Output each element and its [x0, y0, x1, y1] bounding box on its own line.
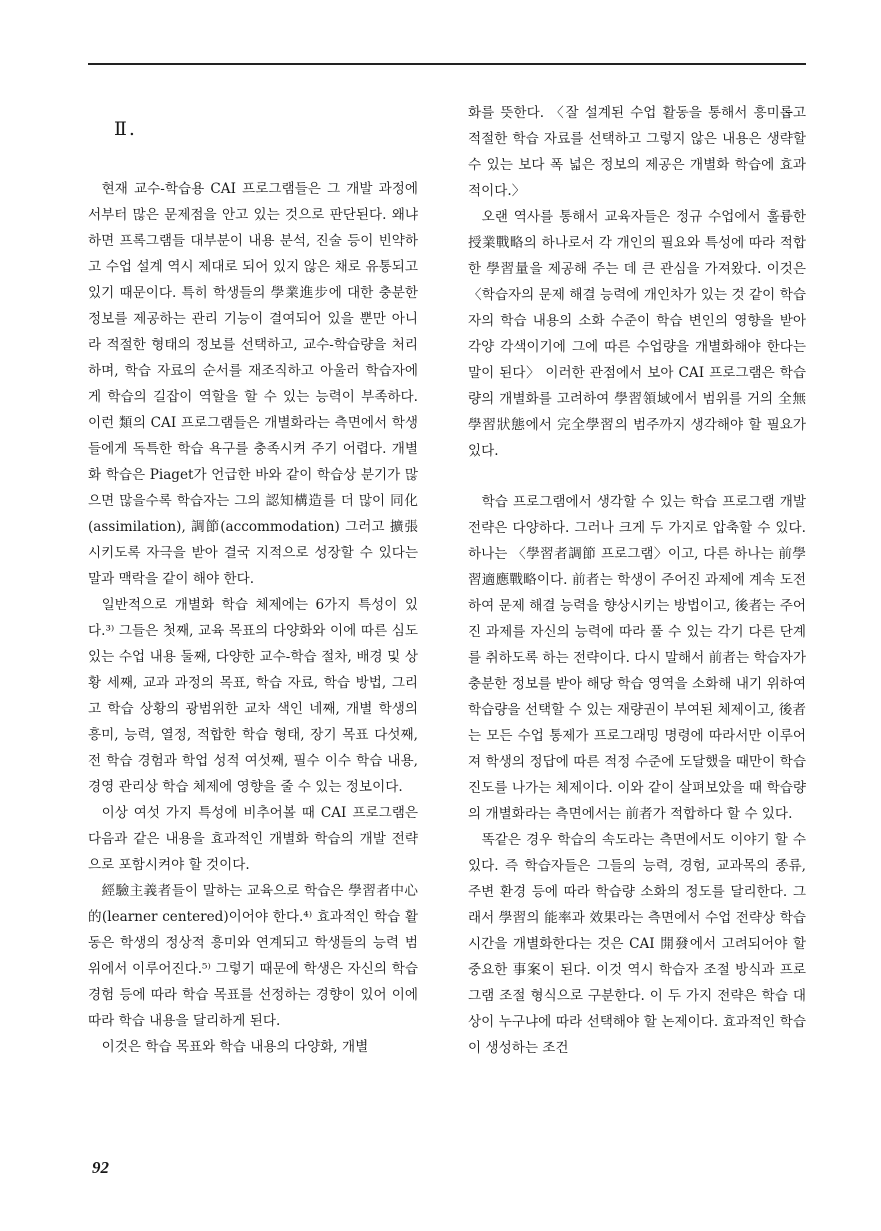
paragraph: 經驗主義者들이 말하는 교육으로 학습은 學習者中心的(learner centered)이어야 한다.⁴⁾ 효과적인 학습 활동은 학생의 정상적 흥미와 연계되고 학생들의 능력 범위에서 이루어진다.⁵⁾ 그렇기 때문에 학생은 자신의 학습 경험 등에 따라 학습 목표를 선정하는 경향이 있어 이에 따라 학습 내용을 달리하게 된다. [88, 883, 418, 1029]
paragraph: 학습 프로그램에서 생각할 수 있는 학습 프로그램 개발 전략은 다양하다. 그러나 크게 두 가지로 압축할 수 있다. 하나는 〈學習者調節 프로그램〉이고, 다른 하나는 前學習適應戰略이다. 前者는 학생이 주어진 과제에 계속 도전하여 문제 해결 능력을 향상시키는 방법이고, 後者는 주어진 과제를 자신의 능력에 따라 풀 수 있는 각기 다른 단계를 취하도록 하는 전략이다. 다시 말해서 前者는 학습자가 충분한 정보를 받아 해당 학습 영역을 소화해 내기 위하여 학습량을 선택할 수 있는 재량권이 부여된 체제이고, 後者는 모든 수업 통제가 프로그래밍 명령에 따라서만 이루어져 학생의 정답에 따른 적정 수준에 도달했을 때만이 학습 진도를 나가는 체제이다. 이와 같이 살펴보았을 때 학습량의 개별화라는 측면에서는 前者가 적합하다 할 수 있다. [468, 494, 806, 822]
paragraph: 화를 뜻한다. 〈잘 설계된 수업 활동을 통해서 흥미롭고 적절한 학습 자료를 선택하고 그렇지 않은 내용은 생략할 수 있는 보다 폭 넓은 정보의 제공은 개별화 학습에 효과적이다.〉 [468, 105, 806, 199]
paragraph: 일반적으로 개별화 학습 체제에는 6가지 특성이 있다.³⁾ 그들은 첫째, 교육 목표의 다양화와 이에 따른 심도 있는 수업 내용 둘째, 다양한 교수-학습 절차, 배경 및 상황 세째, 교과 과정의 목표, 학습 자료, 학습 방법, 그리고 학습 상황의 광범위한 교차 색인 네째, 개별 학생의 흥미, 능력, 열정, 적합한 학습 형태, 장기 목표 다섯째, 전 학습 경험과 학업 성적 여섯째, 필수 이수 학습 내용, 경영 관리상 학습 체제에 영향을 줄 수 있는 정보이다. [88, 597, 418, 795]
paragraph: 이것은 학습 목표와 학습 내용의 다양화, 개별 [101, 1039, 369, 1055]
section-number: Ⅱ. [114, 118, 137, 140]
paragraph: 똑같은 경우 학습의 속도라는 측면에서도 이야기 할 수 있다. 즉 학습자들은 그들의 능력, 경험, 교과목의 종류, 주변 환경 등에 따라 학습량 소화의 정도를 달리한다. 그래서 學習의 能率과 效果라는 측면에서 수업 전략상 학습 시간을 개별화한다는 것은 CAI 開發에서 고려되어야 할 중요한 事案이 된다. 이것 역시 학습자 조절 방식과 프로그램 조절 형식으로 구분한다. 이 두 가지 전략은 학습 대상이 누구냐에 따라 선택해야 할 논제이다. 효과적인 학습이 생성하는 조건 [468, 832, 806, 1056]
paragraph: 현재 교수-학습용 CAI 프로그램들은 그 개발 과정에서부터 많은 문제점을 안고 있는 것으로 판단된다. 왜냐 하면 프록그램들 대부분이 내용 분석, 진술 등이 빈약하고 수업 설계 역시 제대로 되어 있지 않은 채로 유통되고 있기 때문이다. 특히 학생들의 學業進步에 대한 충분한 정보를 제공하는 관리 기능이 결여되어 있을 뿐만 아니라 적절한 형태의 정보를 선택하고, 교수-학습량을 처리하며, 학습 자료의 순서를 재조직하고 아울러 학습자에게 학습의 길잡이 역할을 할 수 있는 능력이 부족하다. 이런 類의 CAI 프로그램들은 개별화라는 측면에서 학생들에게 독특한 학습 욕구를 충족시켜 주기 어렵다. 개별화 학습은 Piaget가 언급한 바와 같이 학습상 분기가 많으면 많을수록 학습자는 그의 認知構造를 더 많이 同化(assimilation), 調節(accommodation) 그러고 擴張시키도록 자극을 받아 결국 지적으로 성장할 수 있다는 말과 맥락을 같이 해야 한다. [88, 181, 418, 587]
top-rule [88, 63, 806, 65]
page-number: 92 [92, 1158, 109, 1177]
paragraph: 이상 여섯 가지 특성에 비추어볼 때 CAI 프로그램은 다음과 같은 내용을 효과적인 개별화 학습의 개발 전략으로 포함시켜야 할 것이다. [88, 805, 418, 873]
right-column [468, 100, 806, 1061]
paragraph-gap [468, 464, 806, 489]
paragraph: 오랜 역사를 통해서 교육자들은 정규 수업에서 훌륭한 授業戰略의 하나로서 각 개인의 필요와 특성에 따라 적합한 學習量을 제공해 주는 데 큰 관심을 가져왔다. 이것은 〈학습자의 문제 해결 능력에 개인차가 있는 것 같이 학습자의 학습 내용의 소화 수준이 학습 변인의 영향을 받아 각양 각색이기에 그에 따른 수업량을 개별화해야 한다는 말이 된다〉 이러한 관점에서 보아 CAI 프로그램은 학습량의 개별화를 고려하여 學習領域에서 범위를 거의 全無學習狀態에서 完全學習의 범주까지 생각해야 할 필요가 있다. [468, 209, 806, 459]
left-column [88, 100, 418, 1060]
